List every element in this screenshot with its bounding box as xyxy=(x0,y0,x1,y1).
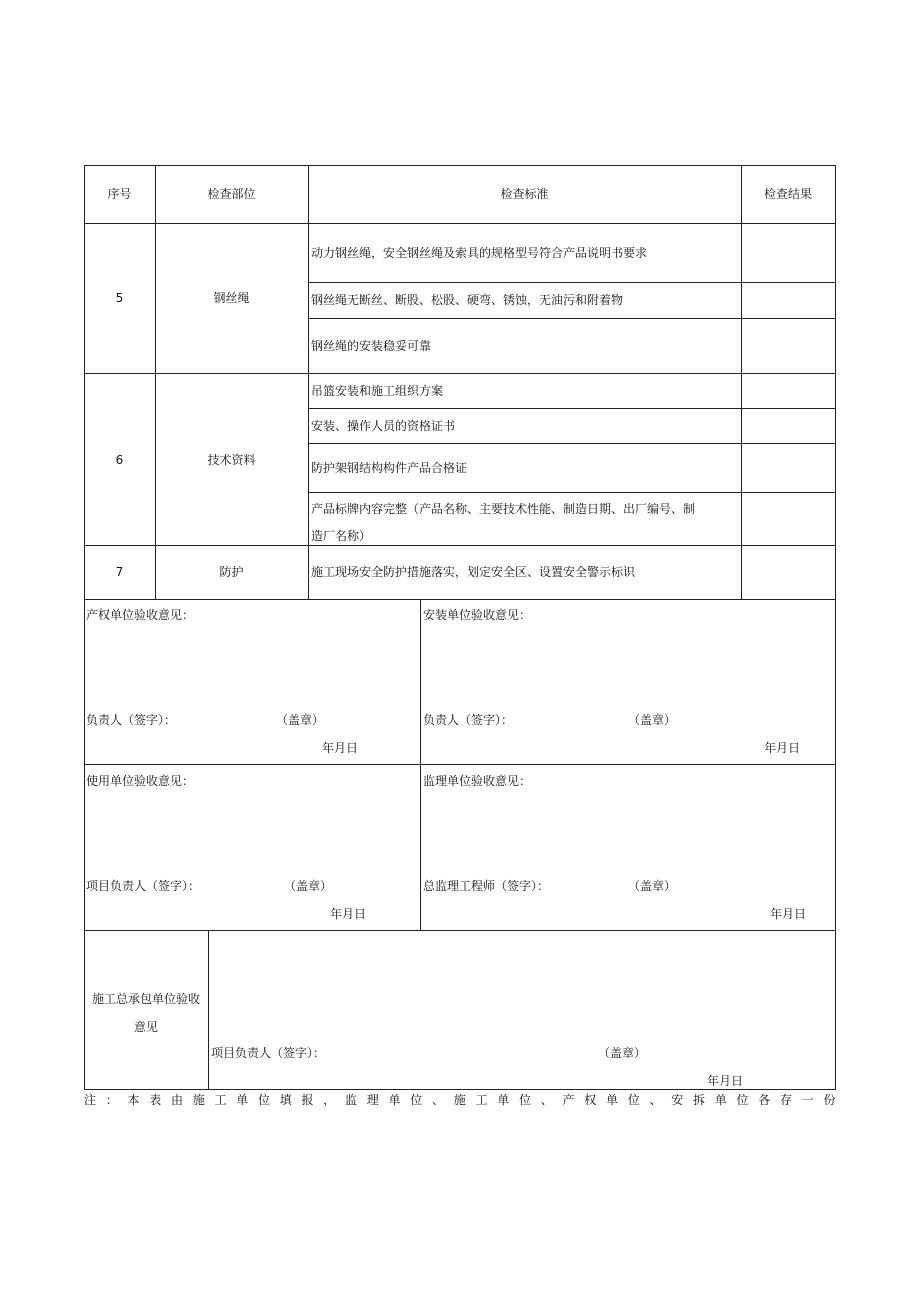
table-border-top xyxy=(84,165,836,166)
row-6-standard-1: 吊篮安装和施工组织方案 xyxy=(311,384,444,398)
footnote-char: 注 xyxy=(84,1093,97,1107)
row-6-standard-3: 防护架钢结构构件产品合格证 xyxy=(311,461,468,475)
row-line xyxy=(309,443,836,444)
row-7-standard-1: 施工现场安全防护措施落实，划定安全区、设置安全警示标识 xyxy=(311,565,636,579)
install-seal-label: （盖章） xyxy=(628,713,677,727)
footnote-char: 施 xyxy=(192,1093,205,1107)
footnote-char: 施 xyxy=(453,1093,466,1107)
contractor-divider xyxy=(208,930,209,1090)
footnote-char: 一 xyxy=(801,1093,814,1107)
row-7-no: 7 xyxy=(115,565,124,579)
col-line xyxy=(308,165,309,599)
footnote-char: 拆 xyxy=(693,1093,706,1107)
footnote-char: 单 xyxy=(606,1093,619,1107)
footnote-char: 工 xyxy=(475,1093,488,1107)
footnote-char: 表 xyxy=(149,1093,162,1107)
table-bottom-line xyxy=(84,599,836,600)
footnote-char: 位 xyxy=(258,1093,271,1107)
opinion-row-line xyxy=(84,930,836,931)
install-opinion-title: 安装单位验收意见： xyxy=(423,608,532,622)
footnote-char: 位 xyxy=(519,1093,532,1107)
user-seal-label: （盖章） xyxy=(284,879,333,893)
group-line xyxy=(84,373,836,374)
row-line xyxy=(309,282,836,283)
footnote-char: 单 xyxy=(714,1093,727,1107)
row-6-standard-4-cont: 造厂名称） xyxy=(311,529,372,543)
row-6-standard-2: 安装、操作人员的资格证书 xyxy=(311,419,456,433)
footnote-char: 由 xyxy=(171,1093,184,1107)
header-standard: 检查标准 xyxy=(500,187,549,201)
header-result: 检查结果 xyxy=(763,187,812,201)
col-line xyxy=(741,165,742,599)
footnote-char: 权 xyxy=(584,1093,597,1107)
header-no: 序号 xyxy=(107,187,132,201)
footnote-char: 工 xyxy=(214,1093,227,1107)
footnote-char: ： xyxy=(105,1093,118,1107)
footnote-char: 安 xyxy=(671,1093,684,1107)
footnote-char: 单 xyxy=(236,1093,249,1107)
footnote xyxy=(84,1091,836,1109)
contractor-signer-label: 项目负责人（签字）： xyxy=(211,1046,326,1060)
property-signer-label: 负责人（签字）： xyxy=(86,713,177,727)
footnote-char: 填 xyxy=(279,1093,292,1107)
footnote-char: 位 xyxy=(410,1093,423,1107)
row-line xyxy=(309,492,836,493)
footnote-char: 各 xyxy=(758,1093,771,1107)
opinion-row-line xyxy=(84,764,836,765)
footnote-char: 份 xyxy=(823,1093,836,1107)
supervise-seal-label: （盖章） xyxy=(628,879,677,893)
footnote-char: 存 xyxy=(780,1093,793,1107)
property-opinion-title: 产权单位验收意见： xyxy=(86,608,195,622)
row-line xyxy=(309,318,836,319)
footnote-char: 位 xyxy=(736,1093,749,1107)
row-5-no: 5 xyxy=(115,291,124,305)
install-signer-label: 负责人（签字）： xyxy=(423,713,514,727)
table-border-bottom xyxy=(84,1089,836,1090)
supervise-signer-label: 总监理工程师（签字）： xyxy=(423,879,550,893)
row-5-standard-1: 动力钢丝绳，安全钢丝绳及索具的规格型号符合产品说明书要求 xyxy=(311,246,648,260)
footnote-char: 报 xyxy=(301,1093,314,1107)
supervise-opinion-title: 监理单位验收意见： xyxy=(423,774,532,788)
footnote-char: 单 xyxy=(497,1093,510,1107)
user-signer-label: 项目负责人（签字）： xyxy=(86,879,201,893)
contractor-label-line1: 施工总承包单位验收 xyxy=(91,992,200,1006)
footnote-char: 产 xyxy=(562,1093,575,1107)
footnote-char: 、 xyxy=(540,1093,553,1107)
row-6-no: 6 xyxy=(115,453,124,467)
footnote-char: 本 xyxy=(127,1093,140,1107)
contractor-date-label: 年月日 xyxy=(707,1074,744,1088)
supervise-date-label: 年月日 xyxy=(770,907,807,921)
row-5-part: 钢丝绳 xyxy=(213,291,250,305)
col-line xyxy=(155,165,156,599)
row-7-part: 防护 xyxy=(219,565,244,579)
row-line xyxy=(309,408,836,409)
contractor-seal-label: （盖章） xyxy=(598,1046,647,1060)
property-seal-label: （盖章） xyxy=(276,713,325,727)
row-5-standard-3: 钢丝绳的安装稳妥可靠 xyxy=(311,339,432,353)
footnote-char: 理 xyxy=(366,1093,379,1107)
footnote-char: 、 xyxy=(649,1093,662,1107)
group-line xyxy=(84,545,836,546)
user-opinion-title: 使用单位验收意见： xyxy=(86,774,195,788)
footnote-char: ， xyxy=(323,1093,336,1107)
header-bottom-line xyxy=(84,223,836,224)
table-border-right xyxy=(835,165,836,1090)
footnote-char: 监 xyxy=(345,1093,358,1107)
footnote-char: 位 xyxy=(627,1093,640,1107)
footnote-char: 单 xyxy=(388,1093,401,1107)
user-date-label: 年月日 xyxy=(330,907,367,921)
install-date-label: 年月日 xyxy=(764,741,801,755)
footnote-char: 、 xyxy=(432,1093,445,1107)
property-date-label: 年月日 xyxy=(322,741,359,755)
contractor-label-line2: 意见 xyxy=(133,1020,158,1034)
row-6-part: 技术资料 xyxy=(207,453,256,467)
header-part: 检查部位 xyxy=(207,187,256,201)
row-5-standard-2: 钢丝绳无断丝、断股、松股、硬弯、锈蚀，无油污和附着物 xyxy=(311,293,624,307)
row-6-standard-4: 产品标牌内容完整（产品名称、主要技术性能、制造日期、出厂编号、制 xyxy=(311,502,696,516)
